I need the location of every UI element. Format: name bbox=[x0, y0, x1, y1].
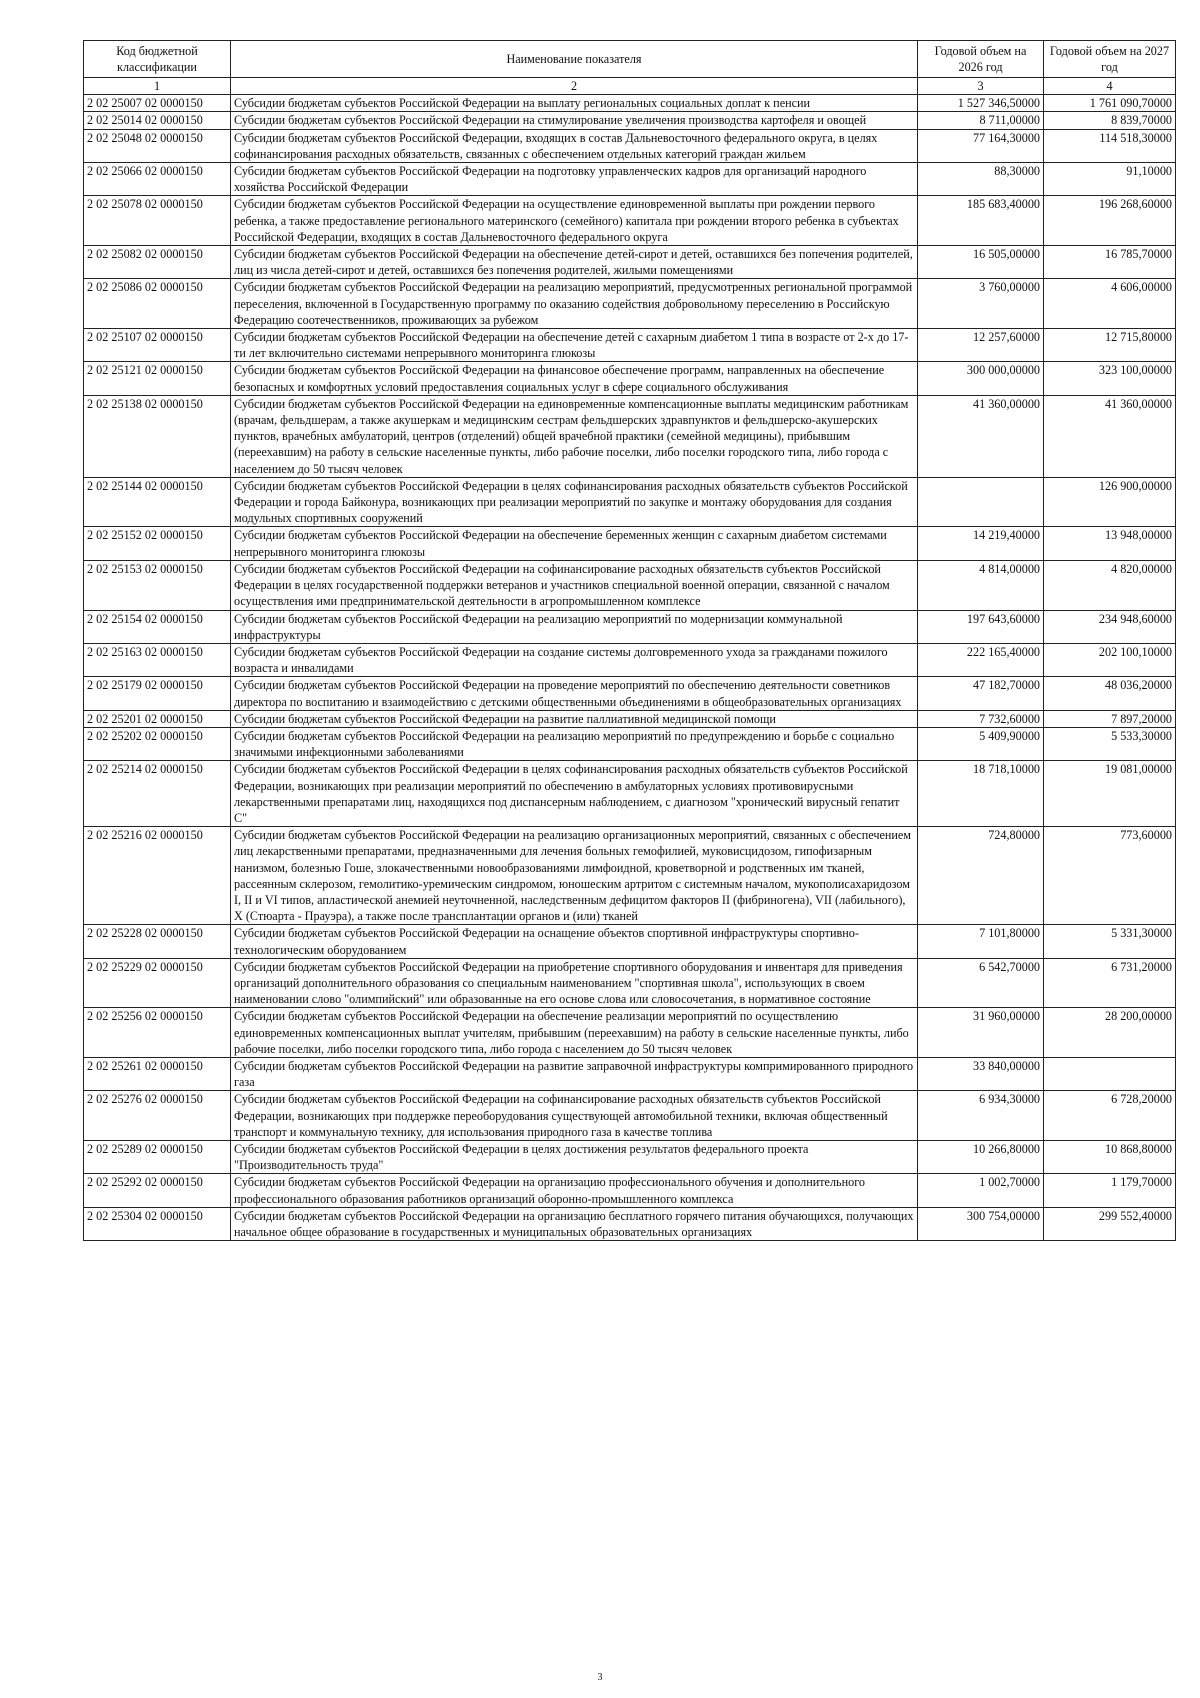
amount-2026-cell: 77 164,30000 bbox=[918, 129, 1044, 162]
table-row bbox=[84, 527, 1176, 560]
budget-code-cell: 2 02 25107 02 0000150 bbox=[84, 329, 231, 362]
amount-2026-cell: 1 527 346,50000 bbox=[918, 95, 1044, 112]
table-row bbox=[84, 1091, 1176, 1141]
amount-2027-cell: 28 200,00000 bbox=[1044, 1008, 1176, 1058]
budget-code-cell: 2 02 25256 02 0000150 bbox=[84, 1008, 231, 1058]
column-number: 3 bbox=[918, 78, 1044, 95]
amount-2026-cell: 5 409,90000 bbox=[918, 727, 1044, 760]
indicator-name-cell: Субсидии бюджетам субъектов Российской Федерации на развитие заправочной инфраструктуры компримированного природного газа bbox=[231, 1057, 918, 1090]
indicator-name-cell: Субсидии бюджетам субъектов Российской Федерации на единовременные компенсационные выплаты медицинским работникам (врачам, фельдшерам, а также акушеркам и медицинским сестрам фельдшерских здравпунктов и фельдшерско-акушерских пунктов, врачебных амбулаторий, центров (отделений) общей врачебной практики (семейной медицины), прибывшим (переехавшим) на работу в сельские населенные пункты, либо рабочие поселки, либо поселки городского типа, либо города с населением до 50 тысяч человек bbox=[231, 395, 918, 477]
budget-code-cell: 2 02 25152 02 0000150 bbox=[84, 527, 231, 560]
amount-2026-cell: 7 101,80000 bbox=[918, 925, 1044, 958]
column-number: 4 bbox=[1044, 78, 1176, 95]
amount-2027-cell: 114 518,30000 bbox=[1044, 129, 1176, 162]
amount-2027-cell: 10 868,80000 bbox=[1044, 1141, 1176, 1174]
budget-code-cell: 2 02 25154 02 0000150 bbox=[84, 610, 231, 643]
table-body bbox=[84, 95, 1176, 1241]
amount-2027-cell: 5 533,30000 bbox=[1044, 727, 1176, 760]
table-row bbox=[84, 1141, 1176, 1174]
indicator-name-cell: Субсидии бюджетам субъектов Российской Федерации на приобретение спортивного оборудования и инвентаря для приведения организаций дополнительного образования со специальным наименованием "спортивная школа", использующих в своем наименовании слово "олимпийский" или образованные на его основе слова или словосочетания, в нормативное состояние bbox=[231, 958, 918, 1008]
amount-2026-cell: 33 840,00000 bbox=[918, 1057, 1044, 1090]
indicator-name-cell: Субсидии бюджетам субъектов Российской Федерации на обеспечение реализации мероприятий по осуществлению единовременных компенсационных выплат учителям, прибывшим (переехавшим) на работу в сельские населенные пункты, либо рабочие поселки, либо поселки городского типа, либо города с населением до 50 тысяч человек bbox=[231, 1008, 918, 1058]
table-row bbox=[84, 761, 1176, 827]
budget-code-cell: 2 02 25066 02 0000150 bbox=[84, 163, 231, 196]
indicator-name-cell: Субсидии бюджетам субъектов Российской Федерации в целях софинансирования расходных обязательств субъектов Российской Федерации и города Байконура, возникающих при реализации мероприятий по закупке и монтажу оборудования для создания модульных спортивных сооружений bbox=[231, 477, 918, 527]
amount-2027-cell: 1 179,70000 bbox=[1044, 1174, 1176, 1207]
table-row bbox=[84, 827, 1176, 925]
amount-2026-cell: 31 960,00000 bbox=[918, 1008, 1044, 1058]
budget-code-cell: 2 02 25228 02 0000150 bbox=[84, 925, 231, 958]
indicator-name-cell: Субсидии бюджетам субъектов Российской Федерации в целях софинансирования расходных обязательств субъектов Российской Федерации, возникающих при реализации мероприятий по обеспечению в амбулаторных условиях противовирусными лекарственными препаратами лиц, находящихся под диспансерным наблюдением, с диагнозом "хронический вирусный гепатит С" bbox=[231, 761, 918, 827]
table-row bbox=[84, 677, 1176, 710]
amount-2026-cell: 41 360,00000 bbox=[918, 395, 1044, 477]
amount-2027-cell: 41 360,00000 bbox=[1044, 395, 1176, 477]
table-row bbox=[84, 958, 1176, 1008]
table-row bbox=[84, 1174, 1176, 1207]
indicator-name-cell: Субсидии бюджетам субъектов Российской Федерации на создание системы долговременного ухода за гражданами пожилого возраста и инвалидами bbox=[231, 643, 918, 676]
amount-2026-cell: 8 711,00000 bbox=[918, 112, 1044, 129]
budget-code-cell: 2 02 25292 02 0000150 bbox=[84, 1174, 231, 1207]
amount-2027-cell: 19 081,00000 bbox=[1044, 761, 1176, 827]
amount-2026-cell: 16 505,00000 bbox=[918, 246, 1044, 279]
budget-code-cell: 2 02 25201 02 0000150 bbox=[84, 710, 231, 727]
indicator-name-cell: Субсидии бюджетам субъектов Российской Федерации на организацию профессионального обучения и дополнительного профессионального образования работников организаций оборонно-промышленного комплекса bbox=[231, 1174, 918, 1207]
amount-2026-cell: 724,80000 bbox=[918, 827, 1044, 925]
amount-2027-cell: 4 820,00000 bbox=[1044, 560, 1176, 610]
budget-code-cell: 2 02 25144 02 0000150 bbox=[84, 477, 231, 527]
table-row bbox=[84, 279, 1176, 329]
indicator-name-cell: Субсидии бюджетам субъектов Российской Федерации на организацию бесплатного горячего питания обучающихся, получающих начальное общее образование в государственных и муниципальных образовательных организациях bbox=[231, 1207, 918, 1240]
amount-2027-cell: 8 839,70000 bbox=[1044, 112, 1176, 129]
budget-code-cell: 2 02 25179 02 0000150 bbox=[84, 677, 231, 710]
amount-2026-cell: 222 165,40000 bbox=[918, 643, 1044, 676]
indicator-name-cell: Субсидии бюджетам субъектов Российской Федерации на реализацию мероприятий по модернизации коммунальной инфраструктуры bbox=[231, 610, 918, 643]
indicator-name-cell: Субсидии бюджетам субъектов Российской Федерации на обеспечение детей с сахарным диабетом 1 типа в возрасте от 2-х до 17-ти лет включительно системами непрерывного мониторинга глюкозы bbox=[231, 329, 918, 362]
amount-2026-cell: 185 683,40000 bbox=[918, 196, 1044, 246]
budget-table bbox=[83, 40, 1176, 1241]
amount-2026-cell: 4 814,00000 bbox=[918, 560, 1044, 610]
table-row bbox=[84, 560, 1176, 610]
amount-2026-cell: 14 219,40000 bbox=[918, 527, 1044, 560]
header-name: Наименование показателя bbox=[231, 41, 918, 78]
indicator-name-cell: Субсидии бюджетам субъектов Российской Федерации на реализацию мероприятий, предусмотренных региональной программой переселения, включенной в Государственную программу по оказанию содействия добровольному переселению в Российскую Федерацию соотечественников, проживающих за рубежом bbox=[231, 279, 918, 329]
indicator-name-cell: Субсидии бюджетам субъектов Российской Федерации на реализацию мероприятий по предупреждению и борьбе с социально значимыми инфекционными заболеваниями bbox=[231, 727, 918, 760]
header-vol-2026: Годовой объем на 2026 год bbox=[918, 41, 1044, 78]
budget-code-cell: 2 02 25276 02 0000150 bbox=[84, 1091, 231, 1141]
indicator-name-cell: Субсидии бюджетам субъектов Российской Федерации на проведение мероприятий по обеспечению деятельности советников директора по воспитанию и взаимодействию с детскими общественными объединениями в общеобразовательных организациях bbox=[231, 677, 918, 710]
indicator-name-cell: Субсидии бюджетам субъектов Российской Федерации на реализацию организационных мероприятий, связанных с обеспечением лиц лекарственными препаратами, предназначенными для лечения больных гемофилией, муковисцидозом, гипофизарным нанизмом, болезнью Гоше, злокачественными новообразованиями лимфоидной, кроветворной и родственных им тканей, рассеянным склерозом, гемолитико-уремическим синдромом, юношеским артритом с системным началом, мукополисахаридозом I, II и VI типов, апластической анемией неуточненной, наследственным дефицитом факторов II (фибриногена), VII (лабильного), X (Стюарта - Прауэра), а также после трансплантации органов и (или) тканей bbox=[231, 827, 918, 925]
table-row bbox=[84, 610, 1176, 643]
amount-2026-cell: 300 000,00000 bbox=[918, 362, 1044, 395]
budget-code-cell: 2 02 25086 02 0000150 bbox=[84, 279, 231, 329]
indicator-name-cell: Субсидии бюджетам субъектов Российской Федерации на обеспечение беременных женщин с сахарным диабетом системами непрерывного мониторинга глюкозы bbox=[231, 527, 918, 560]
amount-2027-cell: 196 268,60000 bbox=[1044, 196, 1176, 246]
indicator-name-cell: Субсидии бюджетам субъектов Российской Федерации на стимулирование увеличения производства картофеля и овощей bbox=[231, 112, 918, 129]
amount-2026-cell: 6 934,30000 bbox=[918, 1091, 1044, 1141]
amount-2027-cell: 91,10000 bbox=[1044, 163, 1176, 196]
table-row bbox=[84, 477, 1176, 527]
amount-2026-cell: 47 182,70000 bbox=[918, 677, 1044, 710]
budget-code-cell: 2 02 25214 02 0000150 bbox=[84, 761, 231, 827]
amount-2027-cell: 12 715,80000 bbox=[1044, 329, 1176, 362]
header-code: Код бюджетной классификации bbox=[84, 41, 231, 78]
budget-code-cell: 2 02 25121 02 0000150 bbox=[84, 362, 231, 395]
amount-2027-cell: 126 900,00000 bbox=[1044, 477, 1176, 527]
header-row bbox=[84, 41, 1176, 78]
budget-code-cell: 2 02 25304 02 0000150 bbox=[84, 1207, 231, 1240]
table-row bbox=[84, 196, 1176, 246]
amount-2027-cell: 234 948,60000 bbox=[1044, 610, 1176, 643]
amount-2027-cell: 48 036,20000 bbox=[1044, 677, 1176, 710]
budget-code-cell: 2 02 25229 02 0000150 bbox=[84, 958, 231, 1008]
column-number: 1 bbox=[84, 78, 231, 95]
table-row bbox=[84, 925, 1176, 958]
indicator-name-cell: Субсидии бюджетам субъектов Российской Федерации на софинансирование расходных обязательств субъектов Российской Федерации в целях государственной поддержки ветеранов и участников специальной военной операции, связанной с началом осуществления ими предпринимательской деятельности в агропромышленном комплексе bbox=[231, 560, 918, 610]
table-row bbox=[84, 710, 1176, 727]
amount-2026-cell: 10 266,80000 bbox=[918, 1141, 1044, 1174]
indicator-name-cell: Субсидии бюджетам субъектов Российской Федерации в целях достижения результатов федерального проекта "Производительность труда" bbox=[231, 1141, 918, 1174]
amount-2026-cell: 1 002,70000 bbox=[918, 1174, 1044, 1207]
indicator-name-cell: Субсидии бюджетам субъектов Российской Федерации на подготовку управленческих кадров для организаций народного хозяйства Российской Федерации bbox=[231, 163, 918, 196]
amount-2027-cell: 773,60000 bbox=[1044, 827, 1176, 925]
amount-2026-cell: 3 760,00000 bbox=[918, 279, 1044, 329]
indicator-name-cell: Субсидии бюджетам субъектов Российской Федерации на оснащение объектов спортивной инфраструктуры спортивно-технологическим оборудованием bbox=[231, 925, 918, 958]
amount-2027-cell: 5 331,30000 bbox=[1044, 925, 1176, 958]
table-row bbox=[84, 129, 1176, 162]
table-row bbox=[84, 246, 1176, 279]
amount-2026-cell: 18 718,10000 bbox=[918, 761, 1044, 827]
amount-2027-cell bbox=[1044, 1057, 1176, 1090]
amount-2027-cell: 7 897,20000 bbox=[1044, 710, 1176, 727]
budget-code-cell: 2 02 25202 02 0000150 bbox=[84, 727, 231, 760]
amount-2027-cell: 1 761 090,70000 bbox=[1044, 95, 1176, 112]
amount-2026-cell: 300 754,00000 bbox=[918, 1207, 1044, 1240]
budget-code-cell: 2 02 25014 02 0000150 bbox=[84, 112, 231, 129]
amount-2027-cell: 323 100,00000 bbox=[1044, 362, 1176, 395]
amount-2027-cell: 6 728,20000 bbox=[1044, 1091, 1176, 1141]
amount-2026-cell: 7 732,60000 bbox=[918, 710, 1044, 727]
budget-code-cell: 2 02 25138 02 0000150 bbox=[84, 395, 231, 477]
indicator-name-cell: Субсидии бюджетам субъектов Российской Федерации на обеспечение детей-сирот и детей, оставшихся без попечения родителей, лиц из числа детей-сирот и детей, оставшихся без попечения родителей, жилыми помещениями bbox=[231, 246, 918, 279]
indicator-name-cell: Субсидии бюджетам субъектов Российской Федерации на осуществление единовременной выплаты при рождении первого ребенка, а также предоставление регионального материнского (семейного) капитала при рождении второго ребенка в субъектах Российской Федерации, входящих в состав Дальневосточного федерального округа bbox=[231, 196, 918, 246]
budget-code-cell: 2 02 25261 02 0000150 bbox=[84, 1057, 231, 1090]
budget-code-cell: 2 02 25153 02 0000150 bbox=[84, 560, 231, 610]
table-row bbox=[84, 112, 1176, 129]
budget-code-cell: 2 02 25216 02 0000150 bbox=[84, 827, 231, 925]
table-row bbox=[84, 329, 1176, 362]
budget-code-cell: 2 02 25007 02 0000150 bbox=[84, 95, 231, 112]
header-vol-2027: Годовой объем на 2027 год bbox=[1044, 41, 1176, 78]
budget-code-cell: 2 02 25082 02 0000150 bbox=[84, 246, 231, 279]
table-row bbox=[84, 643, 1176, 676]
amount-2027-cell: 13 948,00000 bbox=[1044, 527, 1176, 560]
table-row bbox=[84, 727, 1176, 760]
budget-code-cell: 2 02 25289 02 0000150 bbox=[84, 1141, 231, 1174]
amount-2027-cell: 202 100,10000 bbox=[1044, 643, 1176, 676]
amount-2027-cell: 4 606,00000 bbox=[1044, 279, 1176, 329]
table-row bbox=[84, 395, 1176, 477]
page-number: 3 bbox=[597, 1672, 603, 1683]
table-row bbox=[84, 163, 1176, 196]
amount-2026-cell: 12 257,60000 bbox=[918, 329, 1044, 362]
column-number-row bbox=[84, 78, 1176, 95]
amount-2027-cell: 16 785,70000 bbox=[1044, 246, 1176, 279]
budget-code-cell: 2 02 25163 02 0000150 bbox=[84, 643, 231, 676]
budget-code-cell: 2 02 25078 02 0000150 bbox=[84, 196, 231, 246]
column-number: 2 bbox=[231, 78, 918, 95]
amount-2026-cell: 88,30000 bbox=[918, 163, 1044, 196]
table-row bbox=[84, 1008, 1176, 1058]
table-row bbox=[84, 362, 1176, 395]
indicator-name-cell: Субсидии бюджетам субъектов Российской Федерации на развитие паллиативной медицинской помощи bbox=[231, 710, 918, 727]
indicator-name-cell: Субсидии бюджетам субъектов Российской Федерации на софинансирование расходных обязательств субъектов Российской Федерации, возникающих при поддержке переоборудования существующей автомобильной техники, включая общественный транспорт и коммунальную технику, для использования природного газа в качестве топлива bbox=[231, 1091, 918, 1141]
indicator-name-cell: Субсидии бюджетам субъектов Российской Федерации на финансовое обеспечение программ, направленных на обеспечение безопасных и комфортных условий предоставления социальных услуг в сфере социального обслуживания bbox=[231, 362, 918, 395]
indicator-name-cell: Субсидии бюджетам субъектов Российской Федерации на выплату региональных социальных доплат к пенсии bbox=[231, 95, 918, 112]
amount-2026-cell: 6 542,70000 bbox=[918, 958, 1044, 1008]
table-row bbox=[84, 95, 1176, 112]
indicator-name-cell: Субсидии бюджетам субъектов Российской Федерации, входящих в состав Дальневосточного федерального округа, в целях софинансирования расходных обязательств, связанных с обеспечением отдельных категорий граждан жильем bbox=[231, 129, 918, 162]
budget-code-cell: 2 02 25048 02 0000150 bbox=[84, 129, 231, 162]
amount-2027-cell: 299 552,40000 bbox=[1044, 1207, 1176, 1240]
amount-2026-cell: 197 643,60000 bbox=[918, 610, 1044, 643]
table-row bbox=[84, 1057, 1176, 1090]
table-row bbox=[84, 1207, 1176, 1240]
amount-2026-cell bbox=[918, 477, 1044, 527]
amount-2027-cell: 6 731,20000 bbox=[1044, 958, 1176, 1008]
